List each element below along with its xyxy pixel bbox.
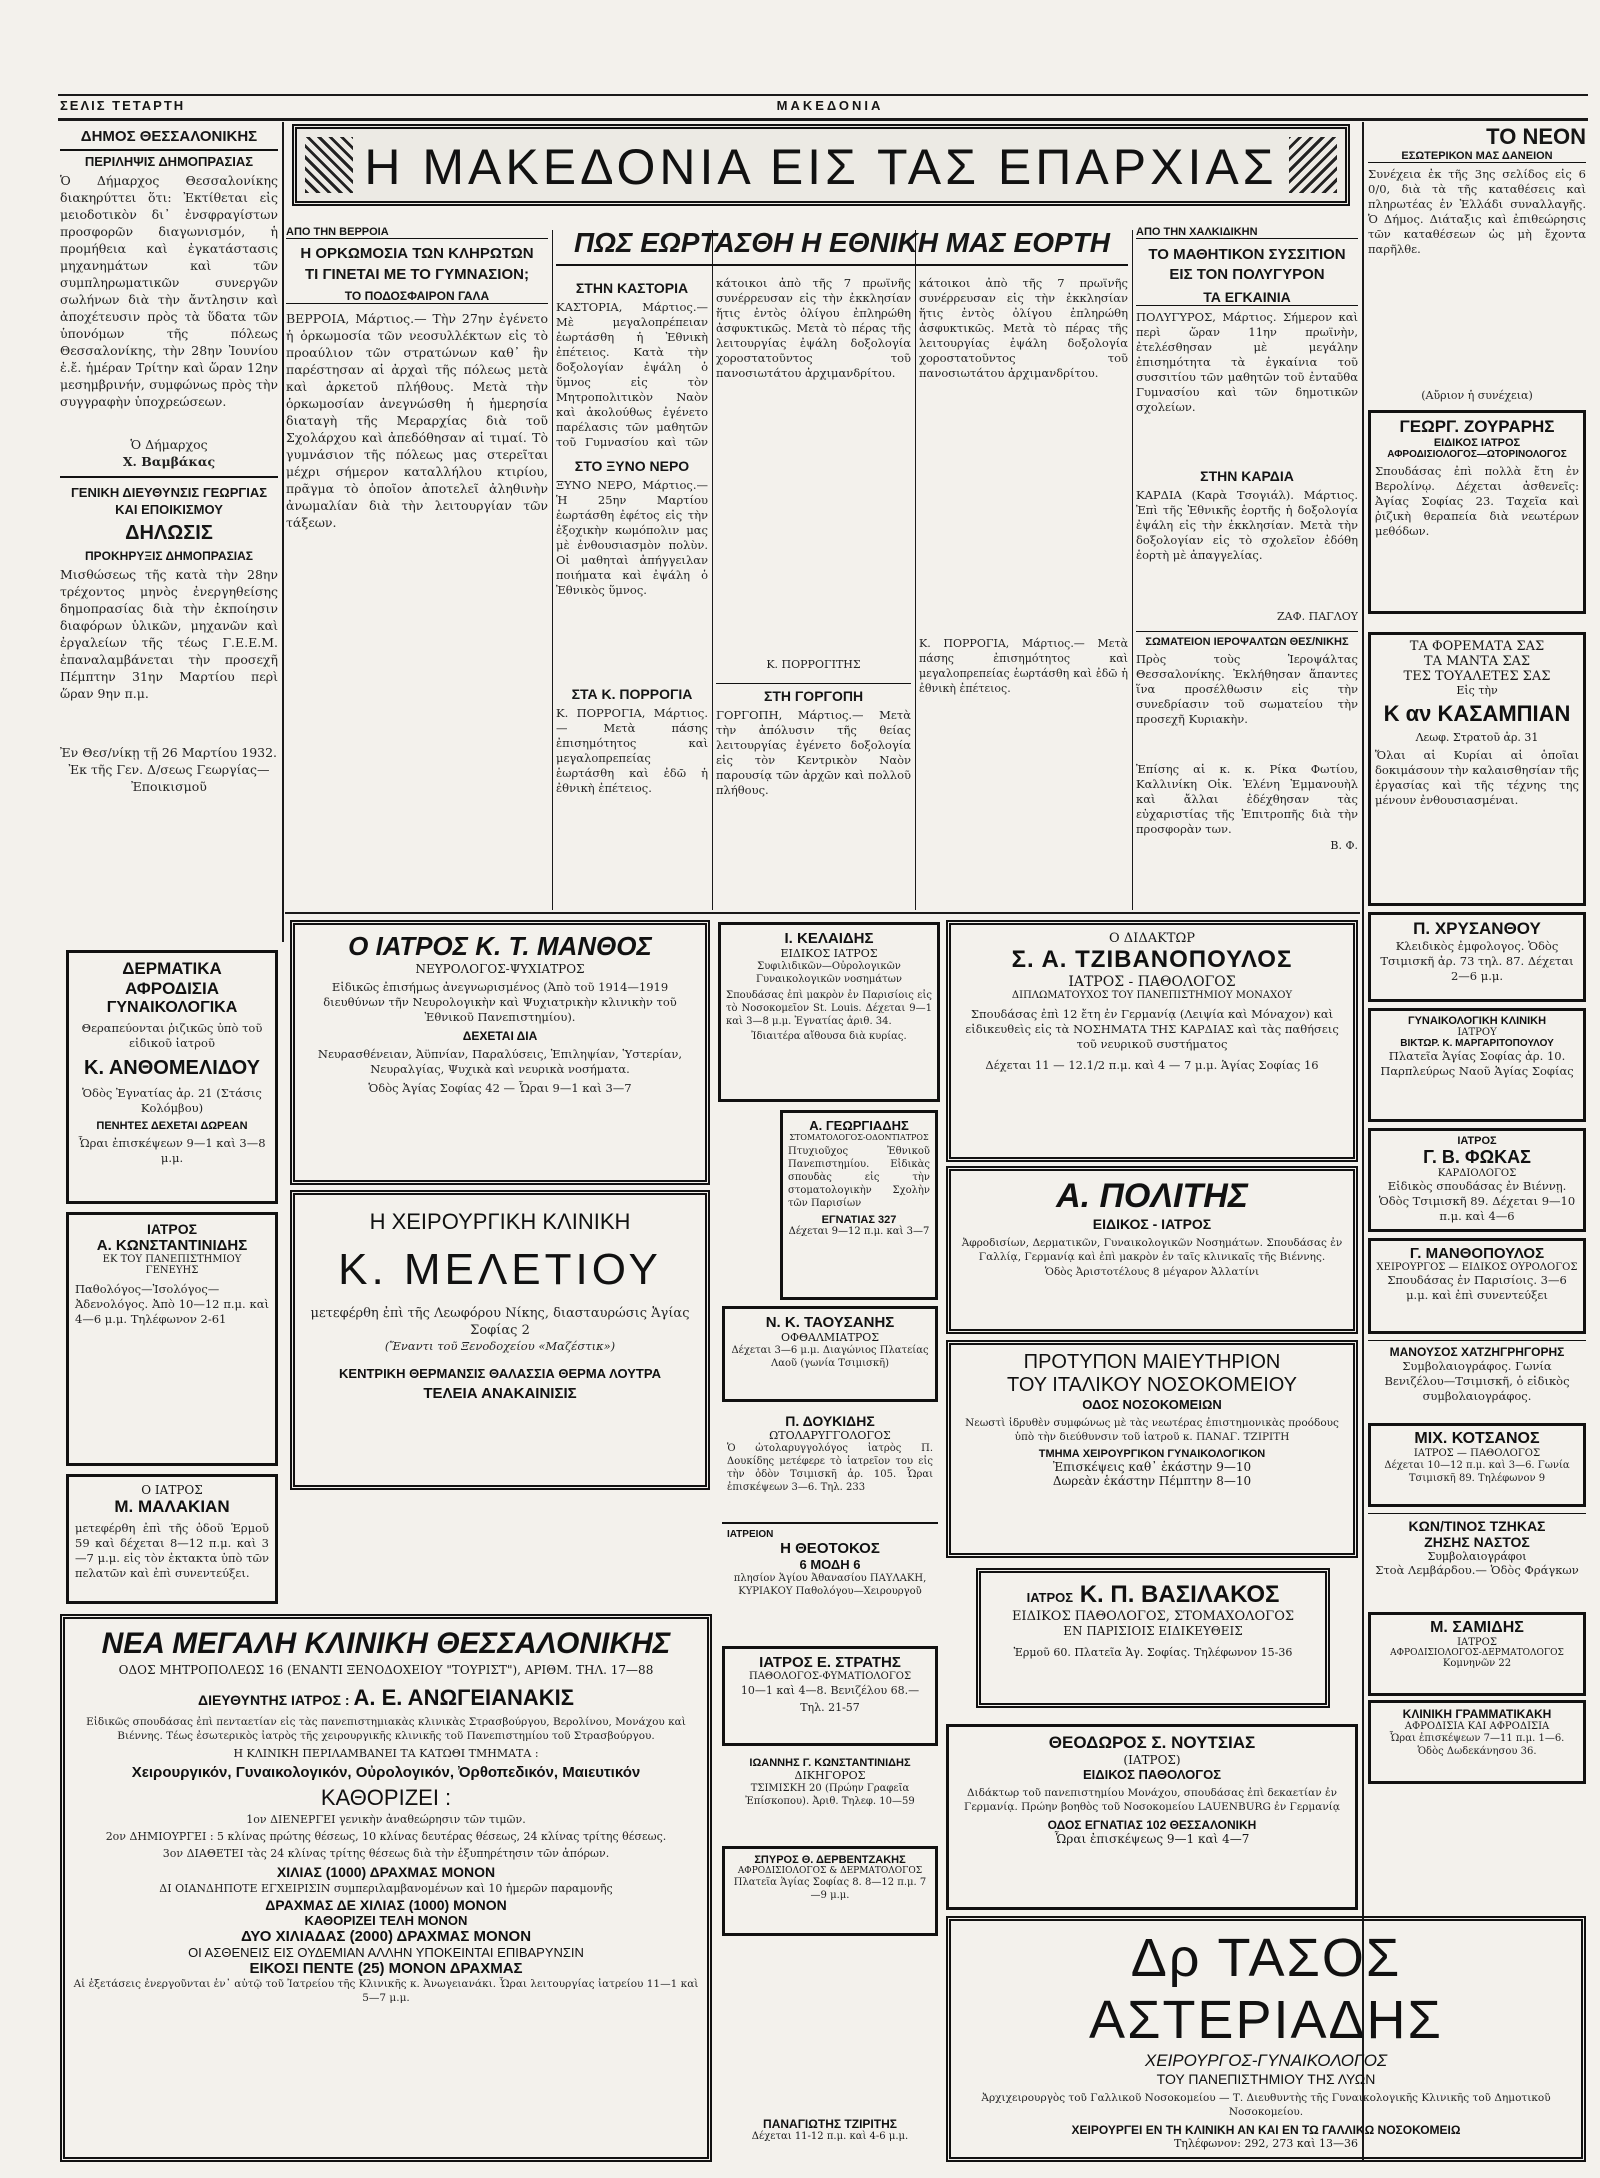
ad-tzivanopoulos xyxy=(946,920,1358,1162)
ad-title: ΠΡΟΤΥΠΟΝ ΜΑΙΕΥΤΗΡΙΟΝ xyxy=(1023,1351,1281,1373)
ad-address: Ὁδὸς Ἀριστοτέλους 8 μέγαρον Ἀλλατίνι xyxy=(1044,1266,1260,1278)
ad-name: Γ. Β. ΦΩΚΑΣ xyxy=(1423,1147,1531,1167)
section-heading: ΣΤΗΝ ΚΑΡΔΙΑ xyxy=(1200,468,1294,484)
ad-body: Πλατεῖα Ἁγίας Σοφίας ἀρ. 10. Παρπλεύρως Ναοῦ Ἁγίας Σοφίας xyxy=(1380,1049,1574,1078)
banner xyxy=(292,124,1350,206)
ad-name: Π. ΧΡΥΣΑΝΘΟΥ xyxy=(1413,919,1541,938)
article-body: Κ. ΠΟΡΡΟΓΙΑ, Μάρτιος.— Μετὰ πάσης ἐπισημότητος καὶ μεγαλοπρεπείας ἑωρτάσθη καὶ ἐδῶ ἡ ἐθνικὴ ἐπέτειος. xyxy=(556,706,708,795)
ad-body: μετεφέρθη ἐπὶ τῆς Λεωφόρου Νίκης, διασταυρώσις Ἁγίας Σοφίας 2 xyxy=(310,1306,690,1338)
article-body: κάτοικοι ἀπὸ τῆς 7 πρωϊνῆς συνέρρευσαν εἰς τὴν ἐκκλησίαν ἥτις ἐντὸς ὀλίγου ἐπληρώθη ἀσφυκτικῶς. Μετὰ τὸ πέρας τῆς λειτουργίας ἐψάλη δοξολογία χοροστατοῦντος τοῦ πανοσιωτάτου ἀρχιμανδρίτου. xyxy=(919,276,1128,380)
ad-name: Γ. ΜΑΝΘΟΠΟΥΛΟΣ xyxy=(1409,1245,1545,1262)
ad-heading: ΚΑΘΟΡΙΖΕΙ : xyxy=(320,1785,452,1810)
ad-name: Ν. Κ. ΤΑΟΥΣΑΝΗΣ xyxy=(765,1314,895,1331)
article-signed: Κ. ΠΟΡΡΟΓΙΤΗΣ xyxy=(766,658,861,671)
article-body: ΠΟΛΥΓΥΡΟΣ, Μάρτιος. Σήμερον καὶ περὶ ὥραν 11ην πρωϊνὴν, ἐτελέσθησαν μὲ μεγάλην ἐπισημότητα τὰ ἐγκαίνια τοῦ συσσιτίου τῶν μαθητῶν τοῦ ἐνταῦθα Γυμνασίου καὶ τῶν δημοτικῶν σχολείων. xyxy=(1136,310,1358,414)
ad-cost: ΕΙΚΟΣΙ ΠΕΝΤΕ (25) ΜΟΝΟΝ ΔΡΑΧΜΑΣ xyxy=(249,1960,523,1977)
ad-name: Σ. Α. ΤΖΙΒΑΝΟΠΟΥΛΟΣ xyxy=(1011,946,1293,973)
ad-vasilakos xyxy=(976,1568,1330,1708)
ad-body: Στοὰ Λεμβάρδου.— Ὁδὸς Φράγκων xyxy=(1375,1563,1579,1577)
ad-role: Ο ΔΙΔΑΚΤΩΡ xyxy=(1109,931,1195,946)
ad-taousanis xyxy=(722,1306,938,1402)
ad-line: Εἰς τὴν xyxy=(1456,684,1498,697)
column-rule xyxy=(282,122,284,942)
ad-body: Πλατεῖα Ἁγίας Σοφίας 8. 8—12 π.μ. 7—9 μ.μ. xyxy=(733,1877,927,1901)
ad-line: ΤΑ ΦΟΡΕΜΑΤΑ ΣΑΣ xyxy=(1409,639,1545,654)
ad-body: Διδάκτωρ τοῦ πανεπιστημίου Μονάχου, σπουδάσας ἐπὶ δεκαετίαν ἐν Γερμανίᾳ. Πρώην βοηθὸς τοῦ Νοσοκομείου LAUENBURG ἐν Γερμανίᾳ xyxy=(964,1787,1340,1813)
subcolumn-right xyxy=(919,276,1128,908)
ad-address: ΟΔΟΣ ΕΓΝΑΤΙΑΣ 102 ΘΕΣΣΑΛΟΝΙΚΗ xyxy=(1047,1818,1257,1832)
ad-role: ΕΙΔΙΚΟΣ ΙΑΤΡΟΣ xyxy=(780,947,878,960)
ad-grammatikaki xyxy=(1368,1700,1586,1784)
ad-new-clinic xyxy=(60,1614,712,2162)
ad-name: Κ. ΑΝΘΟΜΕΛΙΔΟΥ xyxy=(84,1057,260,1079)
ad-specialty: ΚΑΡΔΙΟΛΟΓΟΣ xyxy=(1437,1168,1517,1179)
ad-name: ΜΙΧ. ΚΟΤΣΑΝΟΣ xyxy=(1414,1430,1540,1447)
ad-name: ΙΩΑΝΝΗΣ Γ. ΚΩΝΣΤΑΝΤΙΝΙΔΗΣ xyxy=(749,1757,911,1769)
ad-body: 10—1 καὶ 4—8. Βενιζέλου 68.— Τηλ. 21-57 xyxy=(740,1684,920,1714)
ad-body: Εἰδικῶς ἐπισήμως ἀνεγνωρισμένος (Ἀπὸ τοῦ 1914—1919 διευθύνων τῆν Νευρολογικὴν καὶ Ψυχιατρικὴν κλινικὴν τοῦ Ἐθνικοῦ Πανεπιστημίου). xyxy=(323,980,677,1024)
article-body: ΒΕΡΡΟΙΑ, Μάρτιος.— Τὴν 27ην ἐγένετο ἡ ὁρκωμοσία τῶν νεοσυλλέκτων εἰς τὸ προαύλιον τῶν στρατώνων καθ᾽ ἣν παρέστησαν αἱ ἀρχαὶ τῆς πόλεως μετὰ καὶ ἀρκετοῦ πλήθους. Μετὰ τὴν ὁρκωμοσίαν ἀνεγνώσθη ἡ ἡμερησία διαταγὴ τῆς Μεραρχίας διὰ τοῦ Σχολάρχου καὶ ἀπεδόθησαν αἱ τιμαί. Τὸ γυμνάσιον τῆς πόλεως μας στερεῖται μέχρι σήμερον καταλλήλου κτιρίου, πρᾶγμα τὸ ὁποῖον ἀποτελεῖ ἀληθινὴν ἀνωμαλίαν διὰ τὴν λειτουργίαν τῶν τάξεων. xyxy=(286,311,548,530)
ad-malakian xyxy=(66,1474,278,1604)
ad-body: Σπουδάσας ἐπὶ πολλὰ ἔτη ἐν Βερολίνῳ. Δέχεται ἀσθενεῖς: Ἀγίας Σοφίας 23. Ταχεῖα καὶ ῥιζικὴ θεραπεία διὰ νεωτέρων μεθόδων. xyxy=(1375,464,1579,538)
ad-name: Α. ΚΩΝΣΤΑΝΤΙΝΙΔΗΣ xyxy=(96,1237,248,1254)
ad-specialty: ΑΦΡΟΔΙΣΙΑ ΚΑΙ ΑΦΡΟΔΙΣΙΑ xyxy=(1404,1721,1550,1732)
article-title: ΠΩΣ ΕΩΡΤΑΣΘΗ Η ΕΘΝΙΚΗ ΜΑΣ ΕΟΡΤΗ xyxy=(556,226,1128,266)
ad-specialty: ΠΑΘΟΛΟΓΟΣ-ΦΥΜΑΤΙΟΛΟΓΟΣ xyxy=(748,1671,912,1682)
article-signed: ΖΑΦ. ΠΑΓΛΟΥ xyxy=(1277,610,1358,623)
ad-role: ΕΙΔΙΚΟΣ ΙΑΤΡΟΣ xyxy=(1433,437,1521,449)
ad-body: Ἀφροδισίων, Δερματικῶν, Γυναικολογικῶν Νοσημάτων. Σπουδάσας ἐν Γαλλίᾳ, Γερμανίᾳ καὶ ἐπὶ μακρὸν ἐν ταῖς κλινικαῖς τῆς Βιέννης. xyxy=(961,1237,1343,1263)
article-subtitle: ΕΣΩΤΕΡΙΚΟΝ ΜΑΣ ΔΑΝΕΙΟΝ xyxy=(1368,150,1586,163)
ad-samidis xyxy=(1368,1612,1586,1696)
ad-name: ΣΠΥΡΟΣ Θ. ΔΕΡΒΕΝΤΖΑΚΗΣ xyxy=(754,1854,906,1866)
ad-hours: Ἐπισκέψεις καθ᾽ ἑκάστην 9—10 xyxy=(1052,1460,1252,1474)
article-body: ΓΟΡΓΟΠΗ, Μάρτιος.— Μετὰ τὴν ἀπόλυσιν τῆς θείας λειτουργίας ἐγένετο δοξολογία εἰς τὸν Κεντρικὸν Ναὸν παρουσίᾳ τῶν ἀρχῶν καὶ πολλοῦ πλήθους. xyxy=(716,708,911,797)
article-body: Συνέχεια ἐκ τῆς 3ης σελίδος εἰς 6 0/0, διὰ τὰ τῆς καταθέσεις καὶ πληρωτέας ἐν Ἑλλάδι συναλλαγῆς. Ὁ Δήμος. Διάταξις καὶ ἐπιθεώρησις τῶν καταθέσεων ὡς μὴ ἔχοντα παρῆλθε. xyxy=(1368,167,1586,256)
ad-line: ΑΦΡΟΔΙΣΙΑ xyxy=(124,979,220,998)
article-signed: Ἐκ τῆς Γεν. Δ/σεως Γεωργίας—Ἐποικισμοῦ xyxy=(68,762,270,794)
ad-line: ΓΥΝΑΙΚΟΛΟΓΙΚΑ xyxy=(106,999,238,1016)
ad-body: Παθολόγος—Ἰσολόγος—Ἀδενολόγος. Ἀπὸ 10—12 π.μ. καὶ 4—6 μ.μ. Τηλέφωνον 2-61 xyxy=(75,1282,269,1326)
ad-name: Ο ΙΑΤΡΟΣ Κ. Τ. ΜΑΝΘΟΣ xyxy=(348,931,652,961)
ad-konstantinidis-lawyer xyxy=(722,1752,938,1842)
ad-body: μετεφέρθη ἐπὶ τῆς ὁδοῦ Ἑρμοῦ 59 καὶ δέχεται 8—12 π.μ. καὶ 3—7 μ.μ. εἰς τὸν ἐκτακτα ὑπὸ τῶν πελατῶν καὶ ἐπὶ συνεντεύξει. xyxy=(75,1521,269,1580)
article-signed: Ὁ Δήμαρχος xyxy=(130,437,208,452)
ad-title: ΚΛΙΝΙΚΗ ΓΡΑΜΜΑΤΙΚΑΚΗ xyxy=(1402,1707,1552,1721)
subcolumn-kastoria xyxy=(556,276,708,908)
ad-phone: Τηλέφωνον: 292, 273 καὶ 13—36 xyxy=(1173,2137,1359,2150)
ad-address: ΕΓΝΑΤΙΑΣ 327 xyxy=(821,1214,897,1226)
ad-subtitle: ΔΙΠΛΩΜΑΤΟΥΧΟΣ ΤΟΥ ΠΑΝΕΠΙΣΤΗΜΙΟΥ ΜΟΝΑΧΟΥ xyxy=(1011,990,1293,1001)
ad-chrysanthou xyxy=(1368,912,1586,1002)
ad-name xyxy=(989,1581,1317,1609)
article-body: ΞΥΝΟ ΝΕΡΟ, Μάρτιος.— Ἡ 25ην Μαρτίου ἑωρτάσθη ἐφέτος εἰς τὴν ἐξοχικὴν κωμόπολιν μας μὲ ἐνθουσιασμὸν πολὺν. Οἱ μαθηταὶ ἀπήγγειλαν ποιήματα καὶ ἐψάλη ὁ Ἐθνικὸς ὕμνος. xyxy=(556,478,708,597)
column-1-articles xyxy=(60,124,278,939)
article-title: ΤΙ ΓΙΝΕΤΑΙ ΜΕ ΤΟ ΓΥΜΝΑΣΙΟΝ; xyxy=(305,266,529,283)
ad-name: Ι. ΚΕΛΑΙΔΗΣ xyxy=(784,930,874,947)
ad-body: Ἀρχιχειρουργὸς τοῦ Γαλλικοῦ Νοσοκομείου — Τ. Διευθυντὴς τῆς Γυναικολογικῆς Κλινικῆς τοῦ Δημοτικοῦ Νοσοκομείου. xyxy=(981,2092,1551,2118)
masthead-rule-bottom xyxy=(58,118,1588,121)
ad-georgiadis xyxy=(780,1110,938,1300)
ad-line: ΤΑ ΜΑΝΤΑ ΣΑΣ xyxy=(1423,654,1531,669)
ad-specialty: ΟΦΘΑΛΜΙΑΤΡΟΣ xyxy=(780,1331,880,1344)
ad-role: ΝΕΥΡΟΛΟΓΟΣ-ΨΥΧΙΑΤΡΟΣ xyxy=(415,962,585,976)
ad-kasampian xyxy=(1368,632,1586,906)
ad-address: Ἑρμοῦ 60. Πλατεῖα Ἁγ. Σοφίας. Τηλέφωνον 15-36 xyxy=(1013,1646,1293,1659)
ad-maieutirion xyxy=(946,1340,1358,1558)
ad-asteriadis xyxy=(946,1916,1586,2162)
ad-cost: ΧΙΛΙΑΣ (1000) ΔΡΑΧΜΑΣ ΜΟΝΟΝ xyxy=(276,1864,496,1880)
column-rule xyxy=(1132,230,1133,910)
ad-role: ΙΑΤΡΟΣ xyxy=(146,1221,198,1237)
article-title: Η ΟΡΚΩΜΟΣΙΑ ΤΩΝ ΚΛΗΡΩΤΩΝ xyxy=(300,245,534,262)
ad-rule: 2ον ΔΗΜΙΟΥΡΓΕΙ : 5 κλίνας πρώτης θέσεως, 10 κλίνας δευτέρας θέσεως, 24 κλίνας τρίτης θέσεως. xyxy=(105,1830,667,1843)
article-signed: Β. Φ. xyxy=(1330,839,1358,852)
article-subtitle: ΠΕΡΙΛΗΨΙΣ ΔΗΜΟΠΡΑΣΙΑΣ xyxy=(84,154,254,169)
article-title: ΤΟ ΝΕΟΝ xyxy=(1486,124,1586,149)
ad-heading: ΔΕΧΕΤΑΙ ΔΙΑ xyxy=(462,1029,538,1043)
ad-subtitle: ΟΔΟΣ ΝΟΣΟΚΟΜΕΙΩΝ xyxy=(1082,1397,1222,1412)
masthead-center: ΜΑΚΕΔΟΝΙΑ xyxy=(776,98,884,113)
ad-body: Κομνηνῶν 22 xyxy=(1442,1658,1512,1669)
ad-specialty: ΑΦΡΟΔΙΣΙΟΛΟΓΟΣ—ΩΤΟΡΙΝΟΛΟΓΟΣ xyxy=(1387,449,1567,460)
article-body: Ἐπίσης αἱ κ. κ. Ρίκα Φωτίου, Καλλινίκη Οἰκ. Ἐλένη Ἐμμανουὴλ καὶ ἄλλαι ἐδέχθησαν τὰς εὐχαριστίας τῆς Ἐπιτροπῆς διὰ τὴν προσφορὰν των. xyxy=(1136,762,1358,836)
ad-name: Π. ΔΟΥΚΙΔΗΣ xyxy=(785,1413,875,1429)
ad-name: ΙΑΤΡΟΣ Ε. ΣΤΡΑΤΗΣ xyxy=(759,1654,901,1671)
ad-body: ΤΣΙΜΙΣΚΗ 20 (Πρώην Γραφεῖα Ἐπίσκοπου). Ἀριθ. Τηλεφ. 10—59 xyxy=(745,1783,915,1807)
ad-departments: Χειρουργικόν, Γυναικολογικόν, Οὐρολογικόν, Ὀρθοπεδικόν, Μαιευτικόν xyxy=(131,1764,641,1781)
ad-note: ΠΕΝΗΤΕΣ ΔΕΧΕΤΑΙ ΔΩΡΕΑΝ xyxy=(96,1120,248,1132)
ad-kotsanos xyxy=(1368,1423,1586,1507)
ad-body: Σπουδάσας ἐπὶ μακρὸν ἐν Παρισίοις εἰς τὸ Νοσοκομεῖον St. Louis. Δέχεται 9—1 καὶ 3—8 μ.μ. Ἐγνατίας ἀριθ. 34. xyxy=(726,990,932,1027)
article-tag: ΑΠΟ ΤΗΝ ΒΕΡΡΟΙΑ xyxy=(286,226,548,239)
ad-address: Λεωφ. Στρατοῦ ἀρ. 31 xyxy=(1415,731,1539,744)
article-continued: (Αὔριον ἡ συνέχεια) xyxy=(1421,389,1533,402)
ad-note: Ἰδιαιτέρα αἴθουσα διὰ κυρίας. xyxy=(751,1031,907,1042)
article-subtitle: ΔΗΛΩΣΙΣ xyxy=(125,522,213,544)
section-heading: ΣΤΗ ΓΟΡΓΟΠΗ xyxy=(716,683,911,704)
ad-name: ΚΩΝ/ΤΙΝΟΣ ΤΖΗΚΑΣ xyxy=(1408,1518,1546,1534)
ad-noutsias xyxy=(946,1724,1358,1910)
article-tag: ΑΠΟ ΤΗΝ ΧΑΛΚΙΔΙΚΗΝ xyxy=(1136,226,1358,239)
ad-role: ΙΑΤΡΟΣ xyxy=(1457,1135,1497,1147)
ad-free: Δωρεὰν ἑκάστην Πέμπτην 8—10 xyxy=(1052,1474,1252,1488)
ad-name: ΠΑΝΑΓΙΩΤΗΣ ΤΖΙΡΙΤΗΣ xyxy=(763,2117,897,2131)
article-title: ΔΗΜΟΣ ΘΕΣΣΑΛΟΝΙΚΗΣ xyxy=(60,124,278,151)
ad-title: Η ΧΕΙΡΟΥΡΓΙΚΗ ΚΛΙΝΙΚΗ xyxy=(369,1209,631,1234)
ad-name: ΖΗΣΗΣ ΝΑΣΤΟΣ xyxy=(1424,1534,1530,1550)
ad-specialty: ΑΦΡΟΔΙΣΙΟΛΟΓΟΣ & ΔΕΡΜΑΤΟΛΟΓΟΣ xyxy=(737,1866,923,1876)
masthead-rule-top xyxy=(58,94,1588,96)
ad-specialty: ΧΕΙΡΟΥΡΓΟΣ-ΓΥΝΑΙΚΟΛΟΓΟΣ xyxy=(1144,2051,1388,2070)
article-body: Μισθώσεως τῆς κατὰ τὴν 28ην τρέχοντος μηνὸς ἐνεργηθείσης δημοπρασίας διὰ τὴν ἐκποίησιν διαφόρων ὑλικῶν, μηχανῶν καὶ ἐργαλείων τῆς τέως Γ.Ε.Ε.Μ. ἐπαναλαμβάνεται τὴν προσεχῆ Πέμπτην 31ην Μαρτίου περὶ ὥραν 9ην π.μ. xyxy=(60,567,278,701)
ad-name: ΓΕΩΡΓ. ΖΟΥΡΑΡΗΣ xyxy=(1399,417,1555,436)
ad-role: Ο ΙΑΤΡΟΣ xyxy=(141,1483,203,1497)
ad-role: ΙΑΤΡΟΣ xyxy=(1457,1637,1497,1648)
article-title: ΓΕΝΙΚΗ ΔΙΕΥΘΥΝΣΙΣ ΓΕΩΡΓΙΑΣ ΚΑΙ ΕΠΟΙΚΙΣΜΟΥ xyxy=(70,485,268,517)
ad-title: ΝΕΑ ΜΕΓΑΛΗ ΚΛΙΝΙΚΗ ΘΕΣΣΑΛΟΝΙΚΗΣ xyxy=(101,1627,671,1660)
ad-renovation: ΤΕΛΕΙΑ ΑΝΑΚΑΙΝΙΣΙΣ xyxy=(423,1385,577,1402)
ad-title: ΓΥΝΑΙΚΟΛΟΓΙΚΗ ΚΛΙΝΙΚΗ xyxy=(1407,1015,1547,1027)
section-rule xyxy=(285,912,1360,914)
ad-features: ΚΕΝΤΡΙΚΗ ΘΕΡΜΑΝΣΙΣ ΘΑΛΑΣΣΙΑ ΘΕΡΜΑ ΛΟΥΤΡΑ xyxy=(339,1366,661,1381)
article-body: ΚΑΣΤΟΡΙΑ, Μάρτιος.— Μὲ μεγαλοπρέπειαν ἑωρτάσθη ἡ Ἐθνικὴ ἐπέτειος. Κατὰ τὴν δοξολογίαν ἐψάλη ὁ ὕμνος εἰς τὸν Μητροπολιτικὸν Ναὸν καὶ ἀκολούθως ἐγένετο παρέλασις τῶν μαθητῶν τοῦ Γυμνασίου καὶ τῶν xyxy=(556,300,708,449)
ad-zourarhs xyxy=(1368,410,1586,614)
ad-hours: Ὧραι ἐπισκέψεων 9—1 καὶ 3—8 μ.μ. xyxy=(78,1136,266,1165)
ad-body: Συμβολαιογράφος. Γωνία Βενιζέλου—Τσιμισκῆ, ὁ εἰδικὸς συμβολαιογράφος. xyxy=(1384,1359,1570,1403)
ad-body: Εἰδικῶς σπουδάσας ἐπὶ πενταετίαν εἰς τὰς πανεπιστημιακὰς κλινικὰς Στρασβούργου, Βερολίνου, Μονάχου καὶ Βιέννης. Τέως ἐσωτερικὸς ἰατρὸς τῆς χειρουργικῆς κλινικῆς τοῦ Πανεπιστημίου τοῦ Στρασβούργου. xyxy=(86,1716,686,1742)
ad-rule: 3ον ΔΙΑΘΕΤΕΙ τὰς 24 κλίνας τρίτης θέσεως διὰ τὴν ἐξυπηρέτησιν τῶν ἀπόρων. xyxy=(162,1847,610,1860)
ad-body: Πτυχιοῦχος Ἐθνικοῦ Πανεπιστημίου. Εἰδικὰς σπουδὰς εἰς τὴν στοματολογικὴν Σχολὴν τῶν Παρισίων xyxy=(788,1146,930,1209)
banner-ornament-left xyxy=(305,137,353,193)
article-subtitle: ΤΟ ΠΟΔΟΣΦΑΙΡΟΝ ΓΑΛΑ xyxy=(286,289,548,304)
ad-name: Α. ΓΕΩΡΓΙΑΔΗΣ xyxy=(809,1118,909,1133)
ad-name: Μ. ΣΑΜΙΔΗΣ xyxy=(1430,1619,1524,1636)
article-body: κάτοικοι ἀπὸ τῆς 7 πρωϊνῆς συνέρρευσαν εἰς τὴν ἐκκλησίαν ἥτις ἐντὸς ὀλίγου ἐπληρώθη ἀσφυκτικῶς. Μετὰ τὸ πέρας τῆς λειτουργίας ἐψάλη δοξολογία χοροστατοῦντος τοῦ πανοσιωτάτου ἀρχιμανδρίτου. xyxy=(716,276,911,380)
ad-subtitle: ΕΚ ΤΟΥ ΠΑΝΕΠΙΣΤΗΜΙΟΥ ΓΕΝΕΥΗΣ xyxy=(102,1254,242,1276)
ad-address: Ὁδὸς Ἁγίας Σοφίας 42 — Ὧραι 9—1 καὶ 3—7 xyxy=(368,1081,632,1095)
ad-body: Κλειδικὸς ἐμφολογος. Ὁδὸς Τσιμισκῆ ἀρ. 73 τηλ. 87. Δέχεται 2—6 μ.μ. xyxy=(1380,939,1574,983)
article-title: ΤΟ ΜΑΘΗΤΙΚΟΝ ΣΥΣΣΙΤΙΟΝ ΕΙΣ ΤΟΝ ΠΟΛΥΓΥΡΟΝ xyxy=(1148,246,1346,283)
section-heading: ΣΤΗΝ ΚΑΣΤΟΡΙΑ xyxy=(575,280,689,296)
ad-name-text: Κ. Π. ΒΑΣΙΛΑΚΟΣ xyxy=(1079,1581,1280,1608)
ad-manthopoulos xyxy=(1368,1238,1586,1334)
article-signer: Χ. Βαμβάκας xyxy=(122,454,216,469)
ad-fokas xyxy=(1368,1128,1586,1232)
ad-exam: Αἱ ἐξετάσεις ἐνεργοῦνται ἐν᾽ αὐτῷ τοῦ Ἰατρείου τῆς Κλινικῆς κ. Ἀνωγειανάκι. Ὧραι λειτουργίας ἰατρείου 11—1 καὶ 5—7 μ.μ. xyxy=(73,1978,699,2004)
ad-body: Ὁ ὠτολαρυγγολόγος ἰατρὸς Π. Δουκίδης μετέφερε τὸ ἰατρεῖον του εἰς τὴν ὁδὸν Τσιμισκῆ ἀρ. 105. Ὧραι ἐπισκέψεων 3—6. Τηλ. 233 xyxy=(727,1443,933,1493)
ad-anthomelidou xyxy=(66,950,278,1204)
ad-director xyxy=(73,1685,699,1711)
ad-body: Νεωστὶ ἱδρυθὲν συμφώνως μὲ τὰς νεωτέρας ἐπιστημονικὰς προόδους ὑπὸ τὴν διεύθυνσιν τοῦ ἰατροῦ κ. ΠΑΝΑΓ. ΤΖΙΡΙΤΗ xyxy=(965,1417,1339,1443)
ad-note: (Ἔναντι τοῦ Ξενοδοχείου «Μαζέστικ») xyxy=(384,1339,616,1353)
ad-department: ΤΜΗΜΑ ΧΕΙΡΟΥΡΓΙΚΟΝ ΓΥΝΑΙΚΟΛΟΓΙΚΟΝ xyxy=(1038,1448,1266,1460)
ad-meletiou xyxy=(290,1190,710,1490)
ad-address: Ὁδὸς Ἐγνατίας ἀρ. 21 (Στάσις Κολόμβου) xyxy=(82,1086,262,1115)
ad-margaritopoulou xyxy=(1368,1008,1586,1122)
section-heading: ΣΩΜΑΤΕΙΟΝ ΙΕΡΟΨΑΛΤΩΝ ΘΕΣ/ΝΙΚΗΣ xyxy=(1136,631,1358,648)
ad-specialty: ΕΙΔΙΚΟΣ - ΙΑΤΡΟΣ xyxy=(1092,1216,1212,1232)
ad-politis xyxy=(946,1166,1358,1334)
ad-tag: ΙΑΤΡΕΙΟΝ xyxy=(727,1529,774,1540)
ad-director-name: Α. Ε. ΑΝΩΓΕΙΑΝΑΚΙΣ xyxy=(353,1685,574,1710)
ad-name: Η ΘΕΟΤΟΚΟΣ xyxy=(780,1540,880,1557)
article-veria xyxy=(286,226,548,908)
ad-body: πλησίον Ἁγίου Ἀθανασίου ΠΑΥΛΑΚΗ, ΚΥΡΙΑΚΟΥ Παθολόγου—Χειρουργοῦ xyxy=(733,1573,927,1597)
ad-cost: ΔΡΑΧΜΑΣ ΔΕ ΧΙΛΙΑΣ (1000) ΜΟΝΟΝ xyxy=(265,1897,507,1913)
ad-body: Δέχεται 3—6 μ.μ. Διαγώνιος Πλατείας Λαοῦ (γωνία Τσιμισκῆ) xyxy=(731,1345,929,1369)
ad-line: ΔΕΡΜΑΤΙΚΑ xyxy=(122,959,222,978)
ad-role: ΙΑΤΡΟΣ — ΠΑΘΟΛΟΓΟΣ xyxy=(1413,1448,1541,1459)
ad-role: ΙΑΤΡΟΣ xyxy=(1026,1590,1074,1605)
article-subtitle: ΤΑ ΕΓΚΑΙΝΙΑ xyxy=(1136,289,1358,306)
ad-name: Α. ΠΟΛΙΤΗΣ xyxy=(1056,1177,1248,1215)
ad-kelaidis xyxy=(718,922,940,1102)
section-heading: ΣΤΑ Κ. ΠΟΡΡΟΓΙΑ xyxy=(571,686,693,702)
article-date: Ἐν Θεσ/νίκῃ τῇ 26 Μαρτίου 1932. xyxy=(60,745,278,760)
ad-body: Θεραπεύονται ῥιζικῶς ὑπὸ τοῦ εἰδικοῦ ἰατροῦ xyxy=(81,1021,263,1050)
ad-body: Σπουδάσας ἐν Παρισίοις. 3—6 μ.μ. καὶ ἐπὶ συνεντεύξει xyxy=(1387,1273,1567,1302)
ad-includes: Η ΚΛΙΝΙΚΗ ΠΕΡΙΛΑΜΒΑΝΕΙ ΤΑ ΚΑΤΩΘΙ ΤΜΗΜΑΤΑ : xyxy=(233,1747,539,1760)
ad-role: ΧΕΙΡΟΥΡΓΟΣ — ΕΙΔΙΚΟΣ ΟΥΡΟΛΟΓΟΣ xyxy=(1376,1262,1578,1273)
ad-tzikas xyxy=(1368,1513,1586,1608)
ad-director-label: ΔΙΕΥΘΥΝΤΗΣ ΙΑΤΡΟΣ : xyxy=(198,1692,350,1708)
ad-body: Ὅλαι αἱ Κυρίαι αἱ ὁποῖαι δοκιμάσουν τὴν καλαισθησίαν τῆς ἐργασίας καὶ τῆς τέχνης της μένουν ἐνθουσιασμέναι. xyxy=(1375,748,1579,807)
ad-address: 6 ΜΟΔΗ 6 xyxy=(799,1557,861,1572)
ad-subtitle: ΤΟΥ ΠΑΝΕΠΙΣΤΗΜΙΟΥ ΤΗΣ ΛΥΩΝ xyxy=(1156,2071,1376,2087)
ad-subtitle: ΕΝ ΠΑΡΙΣΙΟΙΣ ΕΙΔΙΚΕΥΘΕΙΣ xyxy=(1063,1624,1243,1638)
ad-body: Δέχεται 10—12 π.μ. καὶ 3—6. Γωνία Τσιμισκῆ 89. Τηλέφωνον 9 xyxy=(1384,1460,1570,1484)
ad-rule: 1ον ΔΙΕΝΕΡΓΕΙ γενικὴν ἀναθεώρησιν τῶν τιμῶν. xyxy=(246,1813,526,1826)
ad-hours: ΧΕΙΡΟΥΡΓΕΙ ΕΝ ΤΗ ΚΛΙΝΙΚΗ ΑΝ ΚΑΙ ΕΝ ΤΩ ΓΑΛΛΙΚΩ ΝΟΣΟΚΟΜΕΙΩ xyxy=(1071,2123,1461,2137)
ad-specialty: ΕΙΔΙΚΟΣ ΠΑΘΟΛΟΓΟΣ, ΣΤΟΜΑΧΟΛΟΓΟΣ xyxy=(1011,1609,1295,1624)
ad-doukidis xyxy=(722,1408,938,1518)
ad-address: ΟΔΟΣ ΜΗΤΡΟΠΟΛΕΩΣ 16 (ΕΝΑΝΤΙ ΞΕΝΟΔΟΧΕΙΟΥ "ΤΟΥΡΙΣΤ"), ΑΡΙΘΜ. ΤΗΛ. 17—88 xyxy=(118,1663,654,1677)
ad-specialty: ΙΑΤΡΟΣ - ΠΑΘΟΛΟΓΟΣ xyxy=(1068,974,1236,990)
ad-name: ΘΕΟΔΩΡΟΣ Σ. ΝΟΥΤΣΙΑΣ xyxy=(1048,1733,1256,1752)
article-body: Πρὸς τοὺς Ἱεροψάλτας Θεσσαλονίκης. Ἐκλήθησαν ἅπαντες ἵνα προσέλθωσιν εἰς τὴν συνεδρίασιν τοῦ σωματείου τὴν προσεχῆ Κυριακὴν. xyxy=(1136,652,1358,726)
ad-hours: Ὧραι ἐπισκέψεως 9—1 καὶ 4—7 xyxy=(1054,1832,1250,1846)
ad-hours: Δέχεται 9—12 π.μ. καὶ 3—7 xyxy=(788,1226,930,1237)
banner-ornament-right xyxy=(1289,137,1337,193)
banner-title: Η ΜΑΚΕΔΟΝΙΑ ΕΙΣ ΤΑΣ ΕΠΑΡΧΙΑΣ xyxy=(364,139,1278,195)
column-rule xyxy=(1362,122,1364,2162)
ad-list: Νευρασθένειαν, Ἀϋπνίαν, Παραλύσεις, Ἐπιληψίαν, Ὑστερίαν, Νευραλγίας, Ψυχικὰ καὶ νευρικὰ νοσήματα. xyxy=(317,1047,683,1076)
ad-specialty: ΕΙΔΙΚΟΣ ΠΑΘΟΛΟΓΟΣ xyxy=(1082,1767,1222,1782)
ad-stratis xyxy=(722,1646,938,1746)
ad-line: ΤΕΣ ΤΟΥΑΛΕΤΕΣ ΣΑΣ xyxy=(1403,669,1551,684)
ad-specialty: ΑΦΡΟΔΙΣΙΟΛΟΓΟΣ-ΔΕΡΜΑΤΟΛΟΓΟΣ xyxy=(1390,1648,1564,1658)
ad-derventzakis xyxy=(722,1846,938,1936)
ad-role: ΔΙΚΗΓΟΡΟΣ xyxy=(794,1769,866,1782)
ad-chatzigrigoris xyxy=(1368,1340,1586,1419)
column-5 xyxy=(1368,124,1586,2164)
ad-body: Δέχεται 11-12 π.μ. καὶ 4-6 μ.μ. xyxy=(751,2131,909,2142)
ad-manthos xyxy=(290,920,710,1185)
article-body: Ὁ Δήμαρχος Θεσσαλονίκης διακηρύττει ὅτι: Ἐκτίθεται εἰς μειοδοτικὸν δι᾽ ἐνσφραγίστων προσφορῶν διαγωνισμόν, ἡ προμήθεια καὶ ἐγκατάστασις μηχανημάτων καὶ τῶν συμπληρωματικῶν συνεργῶν σωλήνων διὰ τὴν ἄντλησιν καὶ ἀποχέτευσιν πρὸς τὰ ὕδατα τῶν ὑπονόμων τῆς πόλεως Θεσσαλονίκης, τὴν 28ην Ἰουνίου ἐ.ἔ. ἡμέραν Τρίτην καὶ ὥραν 12ην μεσημβρινήν, συμφώνως πρὸς τὴν συγγραφὴν ὑποχρεώσεων. xyxy=(60,173,278,409)
ad-name: Κ αν ΚΑΣΑΜΠΙΑΝ xyxy=(1383,701,1571,726)
ad-heading: ΚΑΘΟΡΙΖΕΙ ΤΕΛΗ ΜΟΝΟΝ xyxy=(304,1913,468,1928)
ad-name: Δρ ΤΑΣΟΣ ΑΣΤΕΡΙΑΔΗΣ xyxy=(1089,1928,1443,2050)
ad-role: ΙΑΤΡΟΥ xyxy=(1457,1027,1497,1038)
ad-cost: ΔΥΟ ΧΙΛΙΑΔΑΣ (2000) ΔΡΑΧΜΑΣ ΜΟΝΟΝ xyxy=(240,1928,532,1945)
article-subtitle: ΠΡΟΚΗΡΥΞΙΣ ΔΗΜΟΠΡΑΣΙΑΣ xyxy=(85,549,253,563)
subcolumn-middle xyxy=(716,276,911,908)
article-body: ΚΑΡΔΙΑ (Καρὰ Τσογιάλ). Μάρτιος. Ἐπὶ τῆς Ἐθνικῆς ἑορτῆς ἡ δοξολογία ἐψάλη εἰς τὴν ἐκκλησίαν. Μετὰ τὴν δοξολογίαν εἰς τὸ σχολεῖον ἐδόθη ἑορτὴ μὲ ἀπαγγελίας. xyxy=(1136,488,1358,562)
ad-tziritis xyxy=(722,2114,938,2162)
ad-name: ΒΙΚΤΩΡ. Κ. ΜΑΡΓΑΡΙΤΟΠΟΥΛΟΥ xyxy=(1400,1038,1554,1049)
masthead-left: ΣΕΛΙΣ ΤΕΤΑΡΤΗ xyxy=(60,98,186,113)
ad-body: Εἰδικὸς σπουδάσας ἐν Βιέννῃ. Ὁδὸς Τσιμισκῆ 89. Δέχεται 9—10 π.μ. καὶ 4—6 xyxy=(1378,1179,1576,1223)
ad-specialty: ΩΤΟΛΑΡΥΓΓΟΛΟΓΟΣ xyxy=(769,1429,891,1442)
ad-theotokos xyxy=(722,1522,938,1640)
ad-name: ΜΑΝΟΥΣΟΣ ΧΑΤΖΗΓΡΗΓΟΡΗΣ xyxy=(1389,1345,1565,1359)
ad-cost-note: ΔΙ ΟΙΑΝΔΗΠΟΤΕ ΕΓΧΕΙΡΙΣΙΝ συμπεριλαμβανομένων καὶ 10 ἡμερῶν παραμονῆς xyxy=(159,1882,613,1895)
ad-title: ΤΟΥ ΙΤΑΛΙΚΟΥ ΝΟΣΟΚΟΜΕΙΟΥ xyxy=(1006,1374,1298,1396)
ad-role: (ΙΑΤΡΟΣ) xyxy=(1123,1753,1181,1767)
ad-note: ΟΙ ΑΣΘΕΝΕΙΣ ΕΙΣ ΟΥΔΕΜΙΑΝ ΑΛΛΗΝ ΥΠΟΚΕΙΝΤΑΙ ΕΠΙΒΑΡΥΝΣΙΝ xyxy=(188,1945,584,1960)
ad-name: Κ. ΜΕΛΕΤΙΟΥ xyxy=(338,1245,662,1294)
ad-body: Ὧραι ἐπισκέψεων 7—11 π.μ. 1—6. Ὁδὸς Δωδεκάνησου 36. xyxy=(1389,1733,1565,1757)
section-heading: ΣΤΟ ΞΥΝΟ ΝΕΡΟ xyxy=(574,458,690,474)
ad-hours: Δέχεται 11 — 12.1/2 π.μ. καὶ 4 — 7 μ.μ. Ἁγίας Σοφίας 16 xyxy=(985,1058,1319,1072)
ad-specialty: ΣΤΟΜΑΤΟΛΟΓΟΣ-ΟΔΟΝΤΙΑΤΡΟΣ xyxy=(789,1133,929,1142)
ad-role: Συμβολαιογράφοι xyxy=(1427,1550,1527,1563)
ad-body: Σπουδάσας ἐπὶ 12 ἔτη ἐν Γερμανίᾳ (Λειψία καὶ Μόναχον) καὶ εἰδικευθεὶς εἰς τὰ ΝΟΣΗΜΑΤΑ ΤΗΣ ΚΑΡΔΙΑΣ καὶ τὰς παθήσεις τοῦ νευρικοῦ συστήματος xyxy=(965,1007,1339,1051)
ad-name: Μ. ΜΑΛΑΚΙΑΝ xyxy=(114,1497,230,1516)
ad-specialty: Συφιλιδικῶν—Οὐρολογικῶν Γυναικολογικῶν νοσημάτων xyxy=(756,961,902,985)
ad-konstantinidis xyxy=(66,1212,278,1466)
article-body: Κ. ΠΟΡΡΟΓΙΑ, Μάρτιος.— Μετὰ πάσης ἐπισημότητος καὶ μεγαλοπρεπείας ἑωρτάσθη καὶ ἐδῶ ἡ ἐθνικὴ ἐπέτειος. xyxy=(919,637,1128,695)
column-rule xyxy=(552,230,553,910)
article-chalkidiki xyxy=(1136,226,1358,908)
